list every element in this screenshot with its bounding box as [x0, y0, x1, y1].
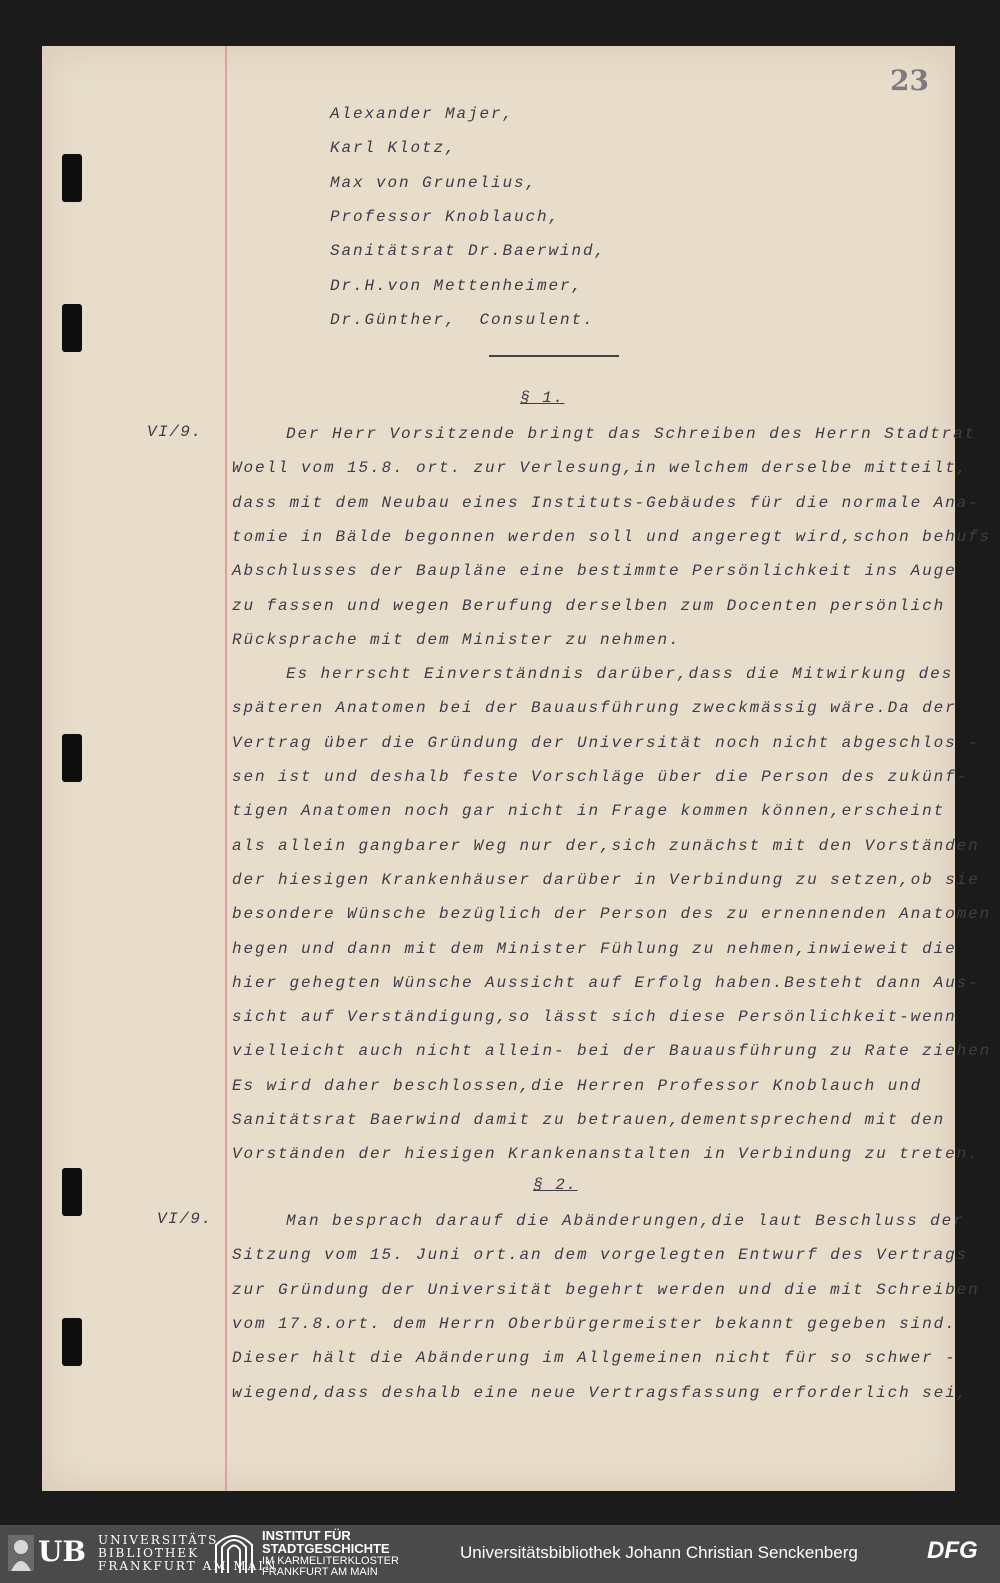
body-line: Rücksprache mit dem Minister zu nehmen.	[232, 630, 681, 649]
body-line: Sanitätsrat Baerwind damit zu betrauen,dementsprechend mit den	[232, 1111, 946, 1129]
attendee-line: Karl Klotz,	[330, 139, 457, 158]
body-line: hier gehegten Wünsche Aussicht auf Erfolg haben.Besteht dann Aus-	[232, 973, 980, 992]
margin-line	[225, 46, 227, 1491]
punch-hole	[62, 734, 82, 782]
dfg-logo: DFG	[927, 1537, 978, 1564]
body-line: zu fassen und wegen Berufung derselben zum Docenten persönlich	[232, 596, 946, 615]
portrait-icon	[8, 1535, 34, 1571]
attendee-line: Alexander Majer,	[330, 105, 515, 123]
isg-name-small: IM KARMELITERKLOSTER FRANKFURT AM MAIN	[262, 1555, 399, 1578]
body-line: wiegend,dass deshalb eine neue Vertragsfassung erforderlich sei,	[232, 1383, 969, 1402]
isg-name-bold: INSTITUT FÜR STADTGESCHICHTE	[262, 1528, 390, 1556]
body-line: Dieser hält die Abänderung im Allgemeinen nicht für so schwer -	[232, 1349, 957, 1368]
body-line: tomie in Bälde begonnen werden soll und angeregt wird,schon behufs	[232, 527, 992, 546]
attendee-line: Dr.Günther, Consulent.	[330, 310, 595, 329]
body-line: der hiesigen Krankenhäuser darüber in Verbindung zu setzen,ob sie	[232, 870, 980, 889]
body-line: Der Herr Vorsitzende bringt das Schreiben des Herrn Stadtrat	[286, 425, 977, 443]
footer-bar	[0, 1525, 1000, 1583]
body-line: Vertrag über die Gründung der Universität noch nicht abgeschlos -	[232, 733, 980, 752]
body-line: Sitzung vom 15. Juni ort.an dem vorgelegten Entwurf des Vertrags	[232, 1246, 969, 1265]
body-line: Abschlusses der Baupläne eine bestimmte Persönlichkeit ins Auge	[232, 562, 957, 581]
separator-rule	[489, 355, 619, 357]
section-1-margin-ref: VI/9.	[147, 423, 203, 441]
punch-hole	[62, 1168, 82, 1216]
body-line: vielleicht auch nicht allein- bei der Bauausführung zu Rate ziehen	[232, 1042, 992, 1061]
body-line: sicht auf Verständigung,so lässt sich diese Persönlichkeit-wenn	[232, 1008, 957, 1027]
ub-logo	[8, 1533, 90, 1573]
attendee-line: Professor Knoblauch,	[330, 207, 561, 226]
section-1-heading: § 1.	[520, 389, 565, 407]
punch-hole	[62, 1318, 82, 1366]
isg-name	[262, 1530, 399, 1578]
library-name: Universitätsbibliothek Johann Christian Senckenberg	[460, 1543, 858, 1562]
body-line: zur Gründung der Universität begehrt werden und die mit Schreiben	[232, 1280, 980, 1299]
body-line: Es wird daher beschlossen,die Herren Professor Knoblauch und	[232, 1076, 923, 1095]
body-line: dass mit dem Neubau eines Instituts-Gebäudes für die normale Ana-	[232, 493, 980, 512]
ub-logo-text: UB	[38, 1535, 87, 1568]
document-page	[42, 46, 992, 1491]
punch-hole	[62, 154, 82, 202]
attendee-line: Dr.H.von Mettenheimer,	[330, 276, 584, 295]
body-line: tigen Anatomen noch gar nicht in Frage kommen können,erscheint	[232, 802, 946, 821]
body-line: späteren Anatomen bei der Bauausführung zweckmässig wäre.Da der	[232, 699, 957, 718]
ub-name: UNIVERSITÄTS BIBLIOTHEK FRANKFURT AM MAIN	[98, 1533, 278, 1573]
page-number: 23	[890, 64, 929, 97]
body-line: als allein gangbarer Weg nur der,sich zunächst mit den Vorständen	[232, 836, 980, 855]
body-line: hegen und dann mit dem Minister Fühlung zu nehmen,inwieweit die	[232, 939, 957, 958]
attendee-line: Max von Grunelius,	[330, 173, 538, 192]
body-line: sen ist und deshalb feste Vorschläge über die Person des zukünf-	[232, 768, 969, 786]
body-line: besondere Wünsche bezüglich der Person des zu ernennenden Anatomen	[232, 905, 992, 924]
body-line: Vorständen der hiesigen Krankenanstalten in Verbindung zu treten.	[232, 1145, 980, 1164]
punch-hole	[62, 304, 82, 352]
body-line: Woell vom 15.8. ort. zur Verlesung,in welchem derselbe mitteilt,	[232, 459, 969, 478]
attendee-line: Sanitätsrat Dr.Baerwind,	[330, 242, 607, 261]
body-line: Man besprach darauf die Abänderungen,die laut Beschluss der	[286, 1212, 965, 1230]
section-2-heading: § 2.	[533, 1176, 578, 1194]
section-2-margin-ref: VI/9.	[157, 1210, 213, 1228]
body-line: Es herrscht Einverständnis darüber,dass die Mitwirkung des	[286, 665, 954, 684]
arch-icon	[212, 1531, 256, 1575]
body-line: vom 17.8.ort. dem Herrn Oberbürgermeister bekannt gegeben sind.	[232, 1314, 957, 1333]
